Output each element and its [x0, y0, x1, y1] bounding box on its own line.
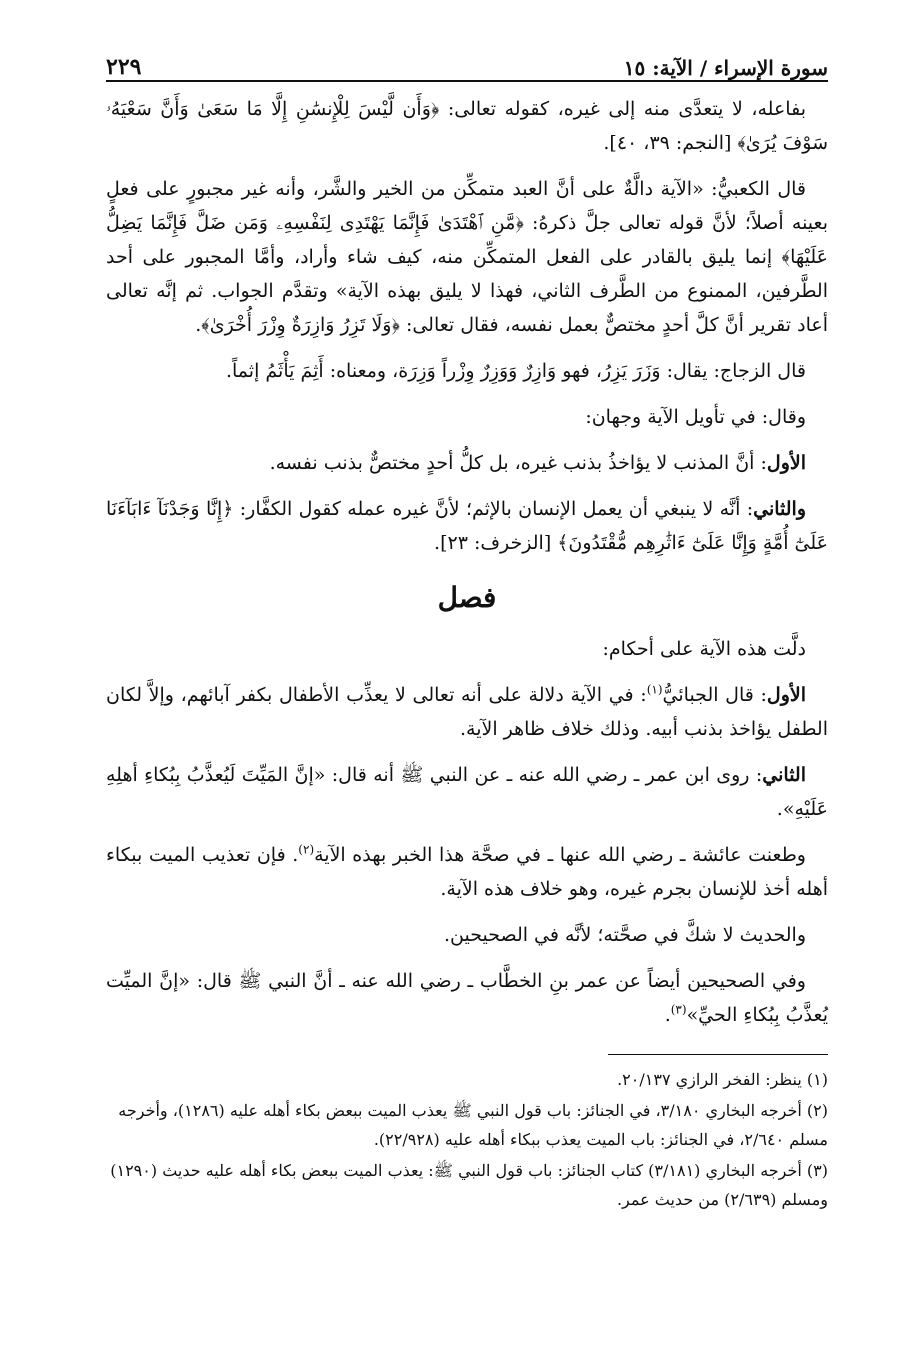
paragraph-text: . فإن تعذيب الميت ببكاء أهله أخذ للإنسان بجرم غيره، وهو خلاف هذه الآية. [106, 844, 828, 900]
footnote: (١) ينظر: الفخر الرازي ٢٠/١٣٧. [617, 1070, 828, 1089]
paragraph [106, 838, 828, 906]
main-text [106, 92, 828, 1032]
paragraph [106, 632, 828, 666]
footnote: (٣) أخرجه البخاري (٣/١٨١) كتاب الجنائز: باب قول النبي ﷺ: يعذب الميت ببعض بكاء أهله عليه حديث (١٢٩٠) ومسلم (٢/٦٣٩) من حديث عمر. [110, 1161, 828, 1209]
paragraph-text: دلَّت هذه الآية على أحكام: [602, 638, 806, 660]
paragraph-text: وفي الصحيحين أيضاً عن عمر بنِ الخطَّاب ـ رضي الله عنه ـ أنَّ النبي ﷺ قال: «إنَّ الميِّت يُعذَّبُ بِبُكاءِ الحيِّ» [106, 970, 828, 1026]
paragraph [106, 964, 828, 1032]
paragraph-lead: الأول [766, 684, 806, 706]
paragraph [106, 492, 828, 560]
paragraph-text: . [664, 1004, 671, 1026]
paragraph-text: : قال الجبائيُّ [662, 684, 767, 706]
paragraph [106, 918, 828, 952]
paragraph-text: بفاعله، لا يتعدَّى منه إلى غيره، كقوله تعالى: ﴿وَأَن لَّيْسَ لِلْإِنسَٰنِ إِلَّا مَا سَعَىٰ وَأَنَّ سَعْيَهُۥ سَوْفَ يُرَىٰ﴾ [النجم: ٣٩، ٤٠]. [106, 98, 828, 154]
paragraph [106, 758, 828, 826]
paragraph-text: : روى ابن عمر ـ رضي الله عنه ـ عن النبي ﷺ أنه قال: «إنَّ المَيِّتَ لَيُعذَّبُ بِبُكاءِ أهلِهِ عَلَيْهِ». [106, 764, 828, 820]
paragraph [106, 678, 828, 746]
footnotes [106, 1065, 828, 1214]
footnote-marker: (٢) [298, 842, 315, 857]
paragraph-text: وطعنت عائشة ـ رضي الله عنها ـ في صحَّة هذا الخبر بهذه الآية [314, 844, 806, 866]
running-header [106, 28, 828, 82]
paragraph [106, 92, 828, 160]
section-heading: فصل [437, 581, 497, 614]
paragraph [106, 446, 828, 480]
paragraph [106, 400, 828, 434]
footnote-marker: (٣) [670, 1002, 687, 1017]
paragraph-text: وقال: في تأويل الآية وجهان: [585, 406, 806, 428]
paragraph-text: : في الآية دلالة على أنه تعالى لا يعذِّب الأطفال بكفر آبائهم، وإلاَّ لكان الطفل يؤاخذ بذنب أبيه. وذلك خلاف ظاهر الآية. [106, 684, 828, 740]
paragraph-text: والحديث لا شكَّ في صحَّته؛ لأنَّه في الصحيحين. [443, 924, 806, 946]
paragraph-text: : أنَّه لا ينبغي أن يعمل الإنسان بالإثم؛ لأنَّ غيره عمله كقول الكفَّار: ﴿إِنَّا وَجَدْنَآ ءَابَآءَنَا عَلَىٰٓ أُمَّةٍ وَإِنَّا عَلَىٰٓ ءَاثَٰرِهِم مُّقْتَدُونَ﴾ [الزخرف: ٢٣]. [106, 498, 828, 554]
footnote-marker: (١) [646, 682, 663, 697]
paragraph [106, 172, 828, 342]
running-title: سورة الإسراء / الآية: ١٥ [623, 56, 828, 80]
footnote: (٢) أخرجه البخاري ٣/١٨٠، في الجنائز: باب قول النبي ﷺ يعذب الميت ببعض بكاء أهله عليه (١٢٨٦)، وأخرجه مسلم ٢/٦٤٠، في الجنائز: باب الميت يعذب ببكاء أهله عليه (٢٢/٩٢٨). [118, 1101, 828, 1149]
paragraph-lead: والثاني [753, 498, 806, 520]
paragraph-lead: الثاني [762, 764, 806, 786]
paragraph-lead: الأول [766, 452, 806, 474]
paragraph-text: قال الزجاج: يقال: وَزَرَ يَزِرُ، فهو وَازِرٌ وَوَزِرٌ وِزْراً وَزِرَة، ومعناه: أَثِمَ يَأْثَمُ إثماً. [225, 360, 806, 382]
paragraph-text: قال الكعبيُّ: «الآية دالَّةٌ على أنَّ العبد متمكِّن من الخير والشَّر، وأنه غير مجبورٍ على فعلٍ بعينه أصلاً؛ لأنَّ قوله تعالى جلَّ ذكرهُ: ﴿مَّنِ ٱهْتَدَىٰ فَإِنَّمَا يَهْتَدِى لِنَفْسِهِۦ وَمَن ضَلَّ فَإِنَّمَا يَضِلُّ عَلَيْهَا﴾ إنما يليق بالقادر على الفعل المتمكِّن منه، كيف شاء وأراد، وأمَّا المجبور على أحد الطَّرفين، الممنوع من الطَّرف الثاني، فهذا لا يليق بهذه الآية» وتقدَّم الجواب. ثم إنَّه تعالى أعاد تقرير أنَّ كلَّ أحدٍ مختصٌّ بعمل نفسه، فقال تعالى: ﴿وَلَا تَزِرُ وَازِرَةٌ وِزْرَ أُخْرَىٰ﴾. [106, 178, 828, 336]
paragraph-text: : أنَّ المذنب لا يؤاخذُ بذنب غيره، بل كلُّ أحدٍ مختصٌّ بذنب نفسه. [269, 452, 767, 474]
page-number: ٢٢٩ [106, 54, 142, 80]
paragraph [106, 354, 828, 388]
footnote-divider [608, 1054, 828, 1055]
